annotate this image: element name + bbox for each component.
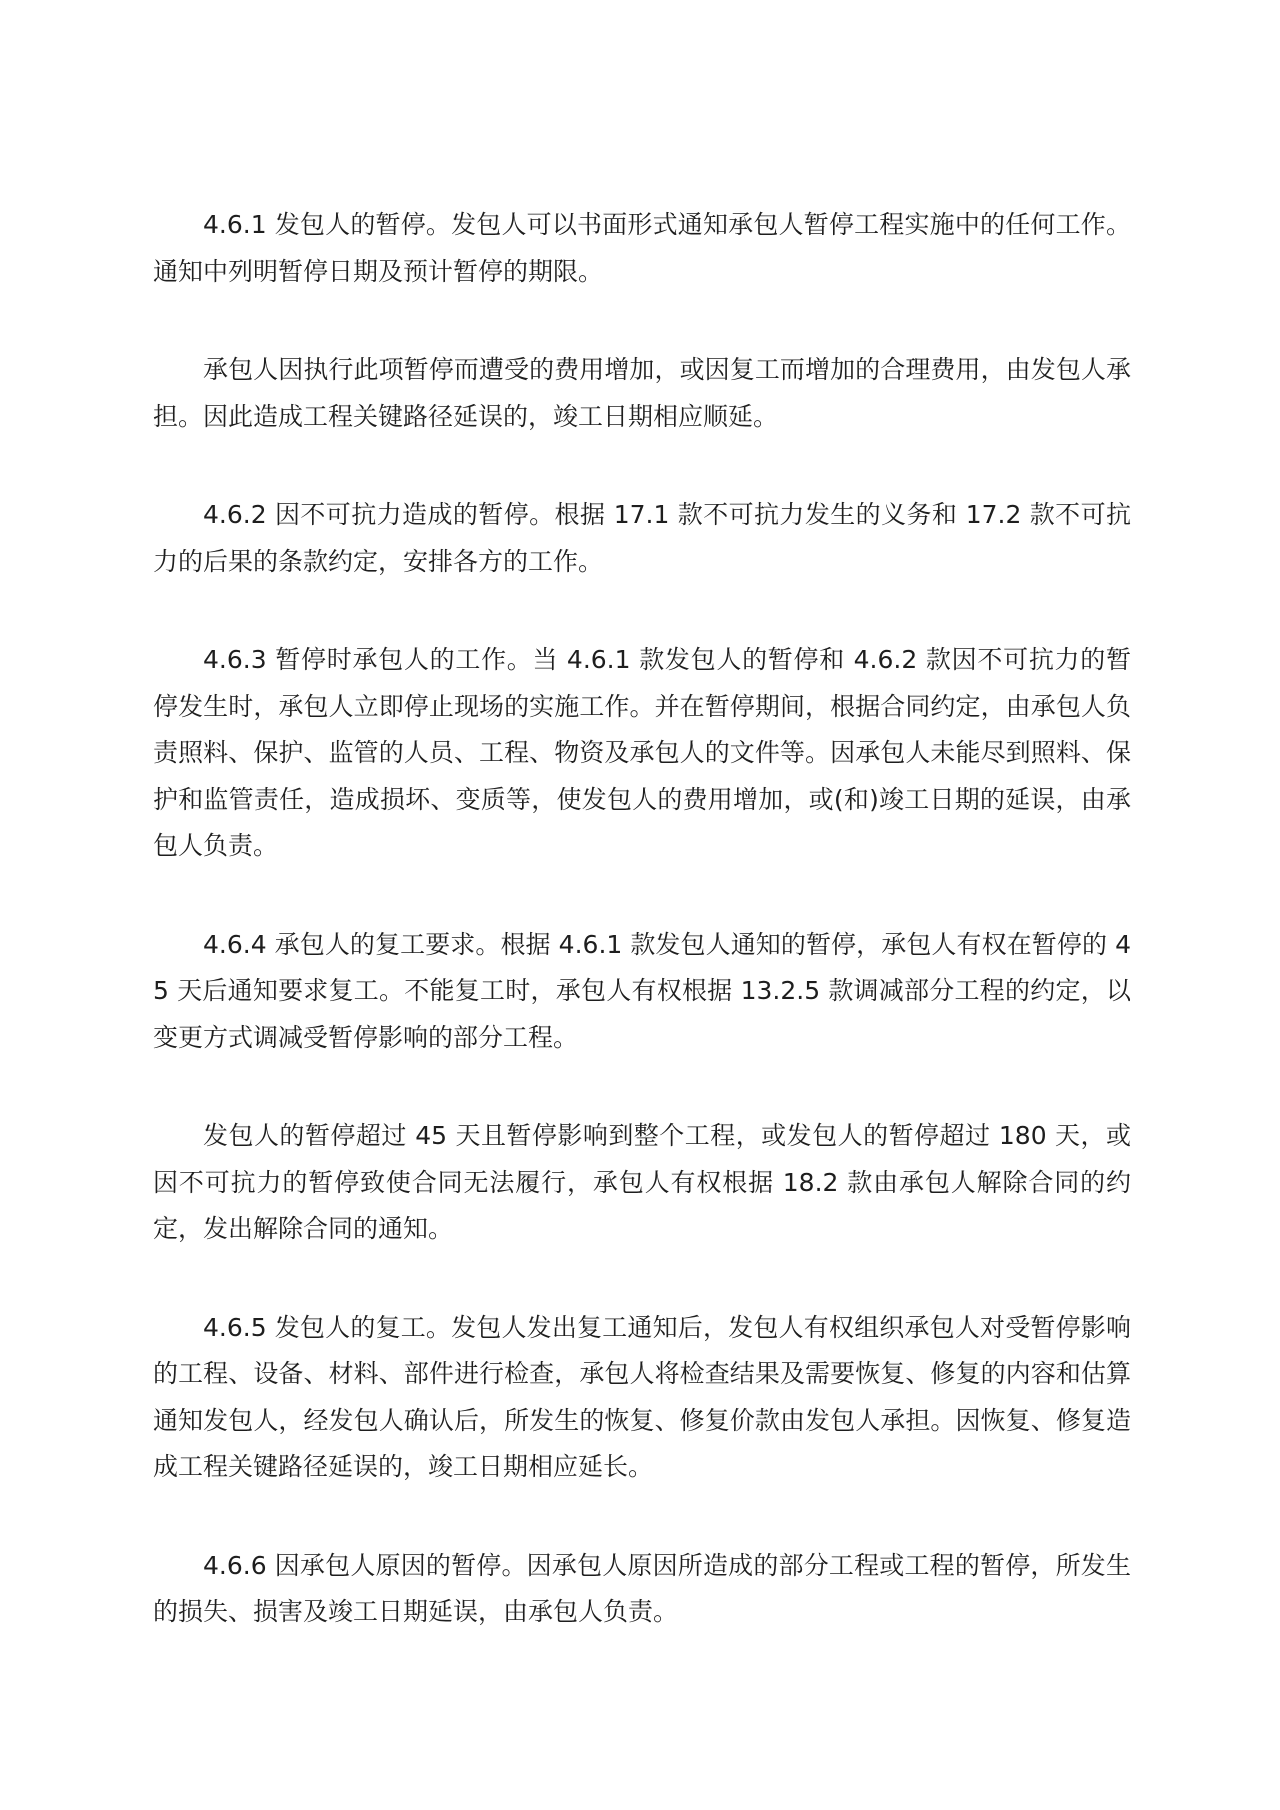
paragraph-4-6-4-termination: 发包人的暂停超过 45 天且暂停影响到整个工程，或发包人的暂停超过 180 天，或因不可抗力的暂停致使合同无法履行，承包人有权根据 18.2 款由承包人解除合同的约定，发出解除合同的通知。: [153, 1121, 1131, 1243]
paragraph-4-6-5: 4.6.5 发包人的复工。发包人发出复工通知后，发包人有权组织承包人对受暂停影响的工程、设备、材料、部件进行检查，承包人将检查结果及需要恢复、修复的内容和估算通知发包人，经发包人确认后，所发生的恢复、修复价款由发包人承担。因恢复、修复造成工程关键路径延误的，竣工日期相应延长。: [153, 1312, 1131, 1481]
paragraph-4-6-6: 4.6.6 因承包人原因的暂停。因承包人原因所造成的部分工程或工程的暂停，所发生的损失、损害及竣工日期延误，由承包人负责。: [153, 1550, 1131, 1626]
paragraph-4-6-1: 4.6.1 发包人的暂停。发包人可以书面形式通知承包人暂停工程实施中的任何工作。通知中列明暂停日期及预计暂停的期限。: [153, 210, 1131, 286]
paragraph-4-6-4: 4.6.4 承包人的复工要求。根据 4.6.1 款发包人通知的暂停，承包人有权在暂停的 45 天后通知要求复工。不能复工时，承包人有权根据 13.2.5 款调减部分工程的约定，以变更方式调减受暂停影响的部分工程。: [153, 929, 1131, 1052]
paragraph-4-6-3: 4.6.3 暂停时承包人的工作。当 4.6.1 款发包人的暂停和 4.6.2 款因不可抗力的暂停发生时，承包人立即停止现场的实施工作。并在暂停期间，根据合同约定，由承包人负责照料、保护、监管的人员、工程、物资及承包人的文件等。因承包人未能尽到照料、保护和监管责任，造成损坏、变质等，使发包人的费用增加，或(和)竣工日期的延误，由承包人负责。: [153, 645, 1131, 860]
paragraph-4-6-2: 4.6.2 因不可抗力造成的暂停。根据 17.1 款不可抗力发生的义务和 17.2 款不可抗力的后果的条款约定，安排各方的工作。: [153, 500, 1131, 576]
paragraph-4-6-1-cost: 承包人因执行此项暂停而遭受的费用增加，或因复工而增加的合理费用，由发包人承担。因此造成工程关键路径延误的，竣工日期相应顺延。: [153, 355, 1131, 431]
document-body: [153, 202, 1131, 1636]
